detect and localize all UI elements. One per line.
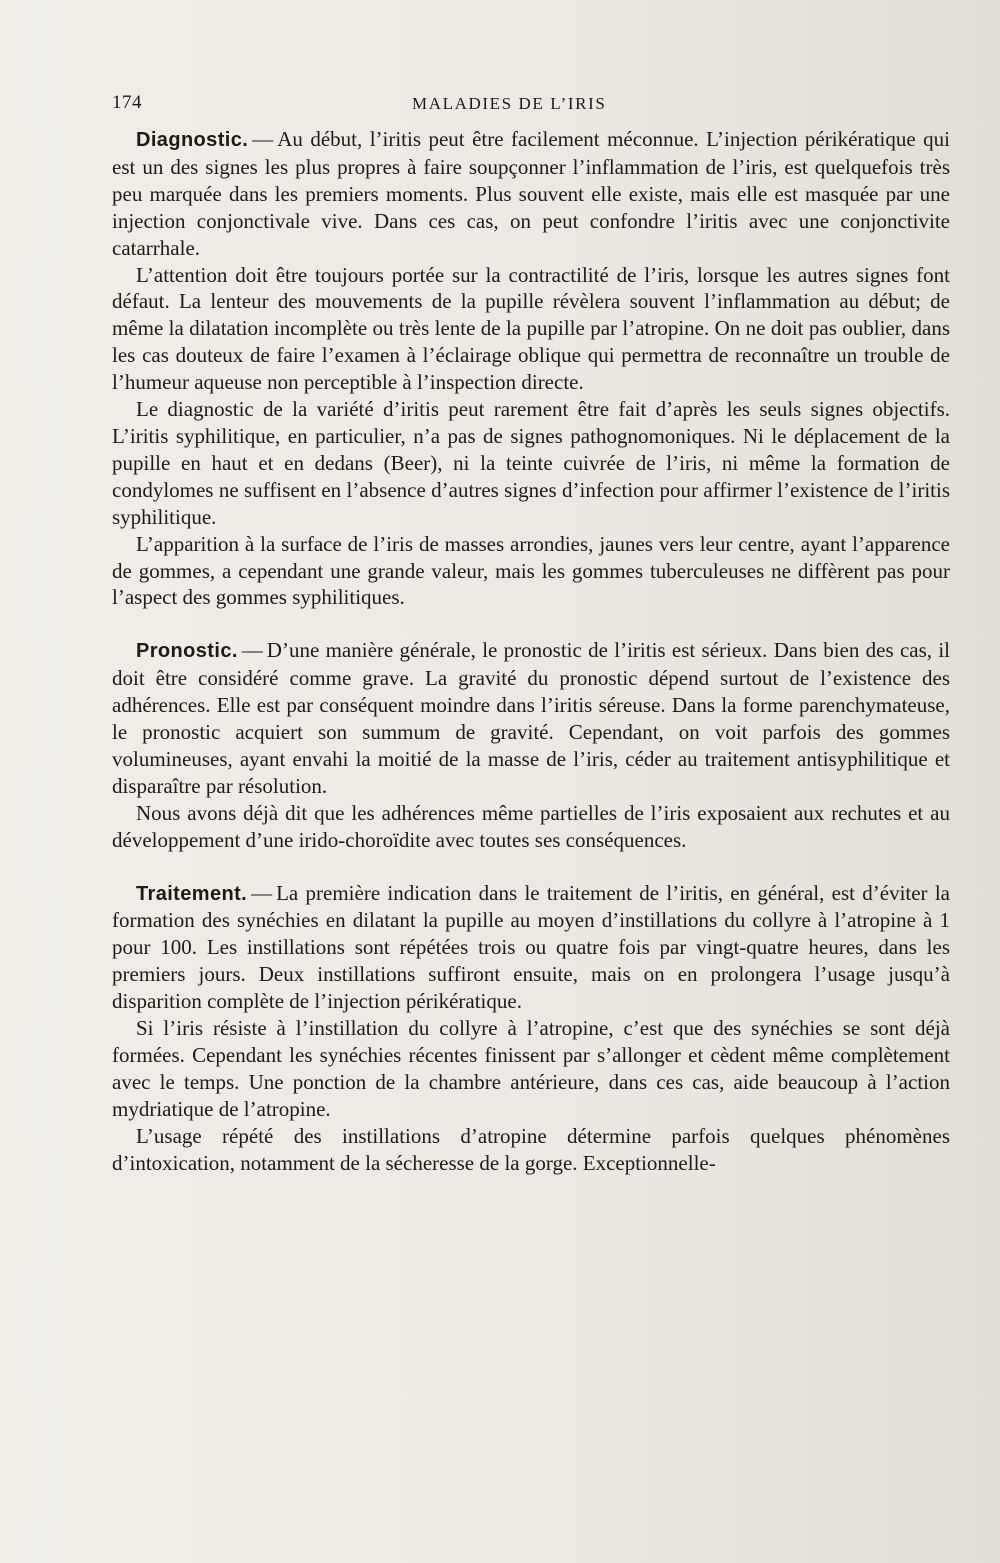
section-heading: Traitement.: [136, 882, 248, 905]
paragraph: Nous avons déjà dit que les adhérences même partielles de l’iris exposaient aux rechutes et au développement d’une irido-choroïdite avec toutes ses conséquences.: [112, 800, 950, 852]
paragraph: Le diagnostic de la variété d’iritis peut rarement être fait d’après les seuls signes objectifs. L’iritis syphilitique, en particulier, n’a pas de signes pathognomoniques. Ni le déplacement de la pupille en haut et en dedans (Beer), ni la teinte cuivrée de l’iris, ni même la formation de condylomes ne suffisent en l’absence d’autres signes d’infection pour affirmer l’existence de l’iritis syphilitique.: [112, 397, 950, 529]
section-traitement: [112, 880, 950, 1177]
heading-dash: —: [252, 127, 274, 151]
section-diagnostic: [112, 126, 950, 611]
running-title: MALADIES DE L’IRIS: [412, 94, 607, 113]
running-head: [112, 92, 950, 122]
page-number: 174: [112, 92, 142, 113]
paragraph-text: Au début, l’iritis peut être facilement méconnue. L’injection périkératique qui est un des signes les plus propres à faire soupçonner l’inflammation de l’iris, est quelquefois très peu marquée dans les premiers moments. Plus souvent elle existe, mais elle est masquée par une injection conjonctivale vive. Dans ces cas, on peut confondre l’iritis avec une conjonctivite catarrhale.: [112, 127, 950, 260]
heading-dash: —: [241, 638, 263, 663]
body-text: [112, 126, 950, 1177]
paragraph: L’usage répété des instillations d’atropine détermine parfois quelques phénomènes d’intoxication, notamment de la sécheresse de la gorge. Exceptionnelle-: [112, 1123, 950, 1175]
heading-dash: —: [251, 880, 273, 905]
paragraph: L’apparition à la surface de l’iris de masses arrondies, jaunes vers leur centre, ayant l’apparence de gommes, a cependant une grande valeur, mais les gommes tuberculeuses ne diffèrent pas pour l’aspect des gommes syphilitiques.: [112, 531, 950, 610]
paragraph: [112, 637, 950, 799]
paragraph-text: D’une manière générale, le pronostic de l’iritis est sérieux. Dans bien des cas, il doit être considéré comme grave. La gravité du pronostic dépend surtout de l’existence des adhérences. Elle est par conséquent moindre dans l’iritis séreuse. Dans la forme parenchymateuse, le pronostic acquiert son summum de gravité. Cependant, on voit parfois des gommes volumineuses, ayant envahi la moitié de la masse de l’iris, céder au traitement antisyphilitique et disparaître par résolution.: [112, 638, 950, 798]
paragraph: Si l’iris résiste à l’instillation du collyre à l’atropine, c’est que des synéchies se sont déjà formées. Cependant les synéchies récentes finissent par s’allonger et cèdent même complètement avec le temps. Une ponction de la chambre antérieure, dans ces cas, aide beaucoup à l’action mydriatique de l’atropine.: [112, 1016, 950, 1121]
section-heading: Diagnostic.: [136, 129, 249, 151]
paragraph: [112, 880, 950, 1016]
paragraph: [112, 126, 950, 262]
section-pronostic: [112, 637, 950, 853]
section-heading: Pronostic.: [136, 640, 238, 663]
paragraph: L’attention doit être toujours portée sur la contractilité de l’iris, lorsque les autres signes font défaut. La lenteur des mouvements de la pupille révèlera souvent l’inflammation au début; de même la dilatation incomplète ou très lente de la pupille par l’atropine. On ne doit pas oublier, dans les cas douteux de faire l’examen à l’éclairage oblique qui permettra de reconnaître un trouble de l’humeur aqueuse non perceptible à l’inspection directe.: [112, 262, 950, 395]
paragraph-text: La première indication dans le traitement de l’iritis, en général, est d’éviter la formation des synéchies en dilatant la pupille au moyen d’instillations du collyre à l’atropine à 1 pour 100. Les instillations sont répétées trois ou quatre fois par vingt-quatre heures, dans les premiers jours. Deux instillations suffiront ensuite, mais on en prolongera l’usage jusqu’à disparition complète de l’injection périkératique.: [112, 880, 950, 1014]
